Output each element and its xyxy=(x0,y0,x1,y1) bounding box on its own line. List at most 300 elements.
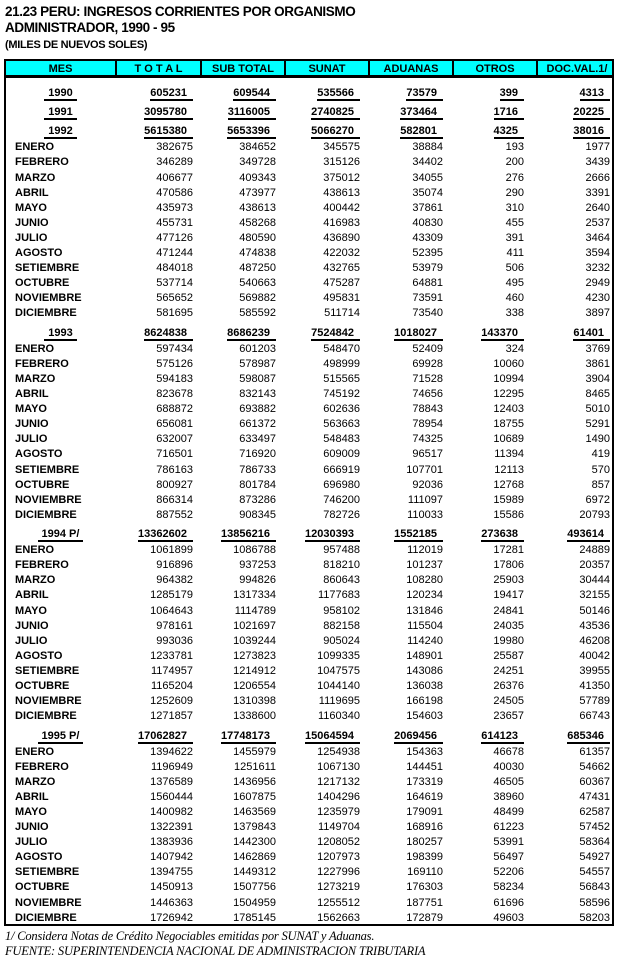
cell-otros: 49603 xyxy=(493,911,524,924)
row-label: AGOSTO xyxy=(15,247,63,260)
cell-otros: 40030 xyxy=(493,760,524,773)
cell-aduanas: 176303 xyxy=(406,881,443,894)
cell-otros: 26376 xyxy=(493,680,524,693)
cell-docval: 41350 xyxy=(579,680,610,693)
cell-otros: 1716 xyxy=(452,106,536,118)
cell-otros: 200 xyxy=(505,156,524,169)
cell-sunat: 666919 xyxy=(323,463,360,476)
cell-docval: 30444 xyxy=(579,574,610,587)
row-label: JULIO xyxy=(15,433,48,446)
table-row xyxy=(6,371,612,386)
table-row xyxy=(6,325,612,340)
row-label: ENERO xyxy=(15,544,55,557)
cell-sunat: 1562663 xyxy=(317,911,360,924)
cell-total: 597434 xyxy=(156,342,193,355)
cell-otros: 46505 xyxy=(493,775,524,788)
cell-docval: 3464 xyxy=(585,231,610,244)
cell-aduanas: 64881 xyxy=(412,277,443,290)
table-row xyxy=(6,200,612,215)
cell-sunat: 345575 xyxy=(323,141,360,154)
cell-total: 13362602 xyxy=(115,528,200,540)
cell-total: 716501 xyxy=(156,448,193,461)
row-label: JULIO xyxy=(15,634,48,647)
row-label: 1993 xyxy=(6,327,115,339)
cell-subtotal: 994826 xyxy=(239,574,276,587)
cell-docval: 5291 xyxy=(585,418,610,431)
cell-sunat: 2740825 xyxy=(284,106,368,118)
row-label: SETIEMBRE xyxy=(15,664,80,677)
cell-total: 1271857 xyxy=(150,710,193,723)
cell-aduanas: 154603 xyxy=(406,710,443,723)
table-row xyxy=(6,774,612,789)
cell-docval: 47431 xyxy=(579,790,610,803)
cell-subtotal: 1021697 xyxy=(233,619,276,632)
cell-sunat: 515565 xyxy=(323,372,360,385)
cell-docval: 50146 xyxy=(579,604,610,617)
cell-subtotal: 1338600 xyxy=(233,710,276,723)
cell-docval: 43536 xyxy=(579,619,610,632)
cell-total: 1165204 xyxy=(150,680,193,693)
cell-total: 1407942 xyxy=(150,851,193,864)
cell-total: 1446363 xyxy=(150,896,193,909)
column-header-aduanas: ADUANAS xyxy=(370,61,454,75)
cell-sunat: 548470 xyxy=(323,342,360,355)
cell-aduanas: 114240 xyxy=(407,634,443,647)
table-row xyxy=(6,558,612,573)
cell-sunat: 416983 xyxy=(323,216,360,229)
cell-subtotal: 1114789 xyxy=(234,604,276,617)
cell-total: 964382 xyxy=(156,574,193,587)
cell-otros: 61223 xyxy=(493,821,524,834)
cell-aduanas: 120234 xyxy=(406,589,443,602)
cell-sunat: 422032 xyxy=(323,247,360,260)
row-label: 1991 xyxy=(6,106,115,118)
cell-docval: 66743 xyxy=(579,710,610,723)
cell-subtotal: 661372 xyxy=(239,418,276,431)
cell-subtotal: 409343 xyxy=(239,171,276,184)
cell-otros: 15586 xyxy=(493,508,524,521)
cell-sunat: 1099335 xyxy=(317,649,360,662)
cell-total: 470586 xyxy=(156,186,193,199)
row-label: MAYO xyxy=(15,201,47,214)
row-label: 1994 P/ xyxy=(6,528,115,540)
cell-total: 823678 xyxy=(156,388,193,401)
cell-subtotal: 1317334 xyxy=(233,589,276,602)
cell-total: 1376589 xyxy=(150,775,193,788)
cell-aduanas: 107701 xyxy=(406,463,443,476)
cell-aduanas: 187751 xyxy=(406,896,443,909)
cell-total: 565652 xyxy=(156,292,193,305)
row-label: MARZO xyxy=(15,171,56,184)
table-row xyxy=(6,246,612,261)
cell-total: 1394622 xyxy=(150,745,193,758)
cell-subtotal: 1507756 xyxy=(233,881,276,894)
cell-subtotal: 438613 xyxy=(239,201,276,214)
cell-otros: 143370 xyxy=(452,327,536,339)
row-label: MAYO xyxy=(15,604,47,617)
cell-docval: 4313 xyxy=(536,87,612,99)
row-label: ABRIL xyxy=(15,388,49,401)
cell-total: 435973 xyxy=(156,201,193,214)
cell-aduanas: 179091 xyxy=(406,805,443,818)
cell-subtotal: 1785145 xyxy=(233,911,276,924)
table-row xyxy=(6,804,612,819)
table-row xyxy=(6,618,612,633)
table-row xyxy=(6,694,612,709)
row-label: ENERO xyxy=(15,342,55,355)
cell-subtotal: 1086788 xyxy=(233,544,276,557)
table-row xyxy=(6,663,612,678)
cell-total: 605231 xyxy=(115,87,200,99)
cell-otros: 614123 xyxy=(452,730,536,742)
cell-sunat: 511714 xyxy=(324,307,360,320)
cell-docval: 3904 xyxy=(585,372,610,385)
cell-docval: 2640 xyxy=(585,201,610,214)
row-label: NOVIEMBRE xyxy=(15,896,82,909)
cell-subtotal: 1379843 xyxy=(233,821,276,834)
table-header-row xyxy=(4,59,614,78)
cell-otros: 193 xyxy=(505,141,524,154)
table-row xyxy=(6,230,612,245)
cell-docval: 3439 xyxy=(585,156,610,169)
cell-otros: 25587 xyxy=(493,649,524,662)
row-label: SETIEMBRE xyxy=(15,866,80,879)
cell-total: 1233781 xyxy=(150,649,193,662)
row-label: 1990 xyxy=(6,87,115,99)
cell-docval: 58364 xyxy=(579,836,610,849)
row-label: OCTUBRE xyxy=(15,277,70,290)
cell-aduanas: 180257 xyxy=(406,836,443,849)
cell-subtotal: 801784 xyxy=(239,478,276,491)
footnotes xyxy=(0,926,619,959)
cell-aduanas: 78843 xyxy=(412,403,443,416)
column-header-otros: OTROS xyxy=(454,61,538,75)
cell-aduanas: 131846 xyxy=(406,604,443,617)
table-row xyxy=(6,85,612,100)
cell-total: 1285179 xyxy=(150,589,193,602)
cell-sunat: 1227996 xyxy=(317,866,360,879)
cell-total: 632007 xyxy=(156,433,193,446)
cell-aduanas: 35074 xyxy=(412,186,443,199)
row-label: JULIO xyxy=(15,836,48,849)
row-label: OCTUBRE xyxy=(15,680,70,693)
cell-sunat: 436890 xyxy=(323,231,360,244)
table-row xyxy=(6,155,612,170)
row-label: JUNIO xyxy=(15,216,49,229)
cell-aduanas: 168916 xyxy=(406,821,443,834)
cell-sunat: 1149704 xyxy=(317,821,360,834)
cell-otros: 23657 xyxy=(493,710,524,723)
cell-subtotal: 786733 xyxy=(239,463,276,476)
cell-otros: 273638 xyxy=(452,528,536,540)
cell-sunat: 860643 xyxy=(323,574,360,587)
cell-otros: 455 xyxy=(505,216,524,229)
cell-total: 800927 xyxy=(156,478,193,491)
cell-docval: 857 xyxy=(591,478,610,491)
cell-otros: 324 xyxy=(505,342,524,355)
cell-total: 382675 xyxy=(156,141,193,154)
cell-sunat: 438613 xyxy=(323,186,360,199)
cell-sunat: 498999 xyxy=(323,357,360,370)
title-block xyxy=(0,0,619,52)
cell-aduanas: 169110 xyxy=(407,866,443,879)
cell-total: 477126 xyxy=(156,231,193,244)
cell-subtotal: 633497 xyxy=(239,433,276,446)
cell-aduanas: 136038 xyxy=(406,680,443,693)
cell-sunat: 818210 xyxy=(323,559,360,572)
cell-total: 1174957 xyxy=(150,664,193,677)
cell-otros: 53991 xyxy=(493,836,524,849)
cell-sunat: 12030393 xyxy=(284,528,368,540)
cell-subtotal: 1436956 xyxy=(233,775,276,788)
cell-total: 1322391 xyxy=(150,821,193,834)
cell-sunat: 609009 xyxy=(323,448,360,461)
row-label: AGOSTO xyxy=(15,851,63,864)
table-body xyxy=(4,78,614,926)
cell-sunat: 7524842 xyxy=(284,327,368,339)
cell-otros: 46678 xyxy=(493,745,524,758)
row-label: SETIEMBRE xyxy=(15,262,80,275)
cell-otros: 56497 xyxy=(493,851,524,864)
cell-total: 1726942 xyxy=(150,911,193,924)
cell-docval: 38016 xyxy=(536,125,612,137)
table-row xyxy=(6,185,612,200)
cell-sunat: 602636 xyxy=(323,403,360,416)
cell-sunat: 1235979 xyxy=(317,805,360,818)
row-label: ENERO xyxy=(15,141,55,154)
table-row xyxy=(6,356,612,371)
table-row xyxy=(6,462,612,477)
cell-sunat: 1404296 xyxy=(317,790,360,803)
column-header-subtotal: SUB TOTAL xyxy=(202,61,286,75)
cell-otros: 24035 xyxy=(493,619,524,632)
cell-otros: 19980 xyxy=(493,634,524,647)
cell-sunat: 957488 xyxy=(323,544,360,557)
cell-docval: 20225 xyxy=(536,106,612,118)
cell-docval: 493614 xyxy=(536,528,612,540)
cell-otros: 506 xyxy=(505,262,524,275)
cell-sunat: 746200 xyxy=(323,493,360,506)
cell-docval: 60367 xyxy=(579,775,610,788)
cell-otros: 17281 xyxy=(493,544,524,557)
page-title-line2: ADMINISTRADOR, 1990 - 95 xyxy=(5,20,175,35)
cell-docval: 40042 xyxy=(579,649,610,662)
cell-otros: 24505 xyxy=(493,695,524,708)
cell-otros: 38960 xyxy=(493,790,524,803)
cell-total: 346289 xyxy=(156,156,193,169)
row-label: NOVIEMBRE xyxy=(15,292,82,305)
cell-sunat: 475287 xyxy=(323,277,360,290)
column-header-total: T O T A L xyxy=(117,61,202,75)
cell-aduanas: 73579 xyxy=(368,87,452,99)
cell-total: 1383936 xyxy=(150,836,193,849)
cell-subtotal: 458268 xyxy=(239,216,276,229)
cell-otros: 460 xyxy=(505,292,524,305)
table-row xyxy=(6,527,612,542)
cell-subtotal: 609544 xyxy=(200,87,284,99)
cell-total: 406677 xyxy=(156,171,193,184)
cell-otros: 411 xyxy=(506,247,524,260)
cell-otros: 310 xyxy=(505,201,524,214)
row-label: DICIEMBRE xyxy=(15,307,77,320)
row-label: ABRIL xyxy=(15,790,49,803)
table-row xyxy=(6,215,612,230)
table-row xyxy=(6,124,612,139)
cell-otros: 12768 xyxy=(493,478,524,491)
cell-aduanas: 164619 xyxy=(406,790,443,803)
cell-total: 17062827 xyxy=(115,730,200,742)
cell-total: 484018 xyxy=(156,262,193,275)
cell-subtotal: 873286 xyxy=(239,493,276,506)
column-header-sunat: SUNAT xyxy=(286,61,370,75)
row-label: NOVIEMBRE xyxy=(15,493,82,506)
row-label: JUNIO xyxy=(15,619,49,632)
cell-subtotal: 1607875 xyxy=(233,790,276,803)
cell-otros: 12113 xyxy=(494,463,524,476)
table-row xyxy=(6,140,612,155)
cell-otros: 10689 xyxy=(493,433,524,446)
cell-total: 916896 xyxy=(156,559,193,572)
cell-subtotal: 13856216 xyxy=(200,528,284,540)
table-row xyxy=(6,306,612,321)
row-label: NOVIEMBRE xyxy=(15,695,82,708)
cell-otros: 12403 xyxy=(493,403,524,416)
cell-sunat: 315126 xyxy=(323,156,360,169)
cell-total: 1196949 xyxy=(150,760,193,773)
cell-subtotal: 693882 xyxy=(239,403,276,416)
cell-subtotal: 598087 xyxy=(239,372,276,385)
cell-aduanas: 78954 xyxy=(412,418,443,431)
cell-subtotal: 569882 xyxy=(239,292,276,305)
cell-aduanas: 34055 xyxy=(412,171,443,184)
cell-total: 1394755 xyxy=(150,866,193,879)
cell-otros: 24251 xyxy=(493,664,524,677)
row-label: 1995 P/ xyxy=(6,730,115,742)
cell-aduanas: 173319 xyxy=(406,775,443,788)
cell-sunat: 548483 xyxy=(323,433,360,446)
cell-otros: 399 xyxy=(452,87,536,99)
cell-aduanas: 172879 xyxy=(406,911,443,924)
cell-subtotal: 473977 xyxy=(239,186,276,199)
table-row xyxy=(6,387,612,402)
row-label: FEBRERO xyxy=(15,156,69,169)
table-row xyxy=(6,759,612,774)
cell-docval: 6972 xyxy=(585,493,610,506)
cell-sunat: 745192 xyxy=(323,388,360,401)
page-title-units: (MILES DE NUEVOS SOLES) xyxy=(5,39,148,51)
row-label: MARZO xyxy=(15,372,56,385)
cell-aduanas: 1552185 xyxy=(368,528,452,540)
cell-docval: 61357 xyxy=(579,745,610,758)
table-row xyxy=(6,276,612,291)
cell-docval: 4230 xyxy=(585,292,610,305)
cell-subtotal: 1251611 xyxy=(233,760,276,773)
table-row xyxy=(6,910,612,925)
cell-aduanas: 69928 xyxy=(412,357,443,370)
cell-total: 656081 xyxy=(156,418,193,431)
cell-subtotal: 1206554 xyxy=(233,680,276,693)
cell-docval: 58203 xyxy=(579,911,610,924)
cell-subtotal: 1504959 xyxy=(233,896,276,909)
cell-total: 8624838 xyxy=(115,327,200,339)
cell-docval: 3594 xyxy=(585,247,610,260)
row-label: MAYO xyxy=(15,403,47,416)
cell-otros: 290 xyxy=(505,186,524,199)
cell-subtotal: 578987 xyxy=(239,357,276,370)
cell-total: 1064643 xyxy=(150,604,193,617)
cell-docval: 20793 xyxy=(579,508,610,521)
table-row xyxy=(6,170,612,185)
row-label: MARZO xyxy=(15,775,56,788)
cell-total: 455731 xyxy=(156,216,193,229)
cell-docval: 54662 xyxy=(579,760,610,773)
cell-aduanas: 582801 xyxy=(368,125,452,137)
cell-aduanas: 38884 xyxy=(412,141,443,154)
cell-total: 581695 xyxy=(156,307,193,320)
cell-otros: 4325 xyxy=(452,125,536,137)
cell-subtotal: 1039244 xyxy=(233,634,276,647)
cell-docval: 54927 xyxy=(579,851,610,864)
table-row xyxy=(6,880,612,895)
row-label: ENERO xyxy=(15,745,55,758)
cell-subtotal: 585592 xyxy=(239,307,276,320)
cell-total: 1560444 xyxy=(150,790,193,803)
table-row xyxy=(6,850,612,865)
cell-subtotal: 474838 xyxy=(239,247,276,260)
table-row xyxy=(6,492,612,507)
cell-aduanas: 111097 xyxy=(407,493,443,506)
cell-aduanas: 373464 xyxy=(368,106,452,118)
cell-aduanas: 43309 xyxy=(412,231,443,244)
cell-otros: 276 xyxy=(505,171,524,184)
cell-docval: 1490 xyxy=(585,433,610,446)
cell-total: 537714 xyxy=(156,277,193,290)
table-row xyxy=(6,507,612,522)
cell-otros: 19417 xyxy=(493,589,524,602)
cell-aduanas: 73540 xyxy=(412,307,443,320)
cell-sunat: 1254938 xyxy=(317,745,360,758)
cell-docval: 3861 xyxy=(585,357,610,370)
footnote-source: FUENTE: SUPERINTENDENCIA NACIONAL DE ADMINISTRACION TRIBUTARIA xyxy=(5,944,426,958)
table-row xyxy=(6,291,612,306)
cell-otros: 10060 xyxy=(493,357,524,370)
cell-subtotal: 1462869 xyxy=(233,851,276,864)
cell-aduanas: 148901 xyxy=(406,649,443,662)
cell-docval: 57789 xyxy=(579,695,610,708)
cell-sunat: 495831 xyxy=(323,292,360,305)
table-row xyxy=(6,789,612,804)
table-row xyxy=(6,432,612,447)
table-row xyxy=(6,261,612,276)
cell-subtotal: 540663 xyxy=(239,277,276,290)
cell-otros: 338 xyxy=(505,307,524,320)
cell-aduanas: 52395 xyxy=(412,247,443,260)
cell-total: 1061899 xyxy=(150,544,193,557)
table-row xyxy=(6,573,612,588)
cell-subtotal: 1310398 xyxy=(233,695,276,708)
table-row xyxy=(6,477,612,492)
row-label: FEBRERO xyxy=(15,760,69,773)
cell-otros: 61696 xyxy=(493,896,524,909)
cell-subtotal: 17748173 xyxy=(200,730,284,742)
cell-aduanas: 34402 xyxy=(412,156,443,169)
row-label: OCTUBRE xyxy=(15,881,70,894)
cell-subtotal: 601203 xyxy=(239,342,276,355)
cell-docval: 32155 xyxy=(579,589,610,602)
cell-subtotal: 937253 xyxy=(239,559,276,572)
table-row xyxy=(6,895,612,910)
cell-total: 993036 xyxy=(156,634,193,647)
